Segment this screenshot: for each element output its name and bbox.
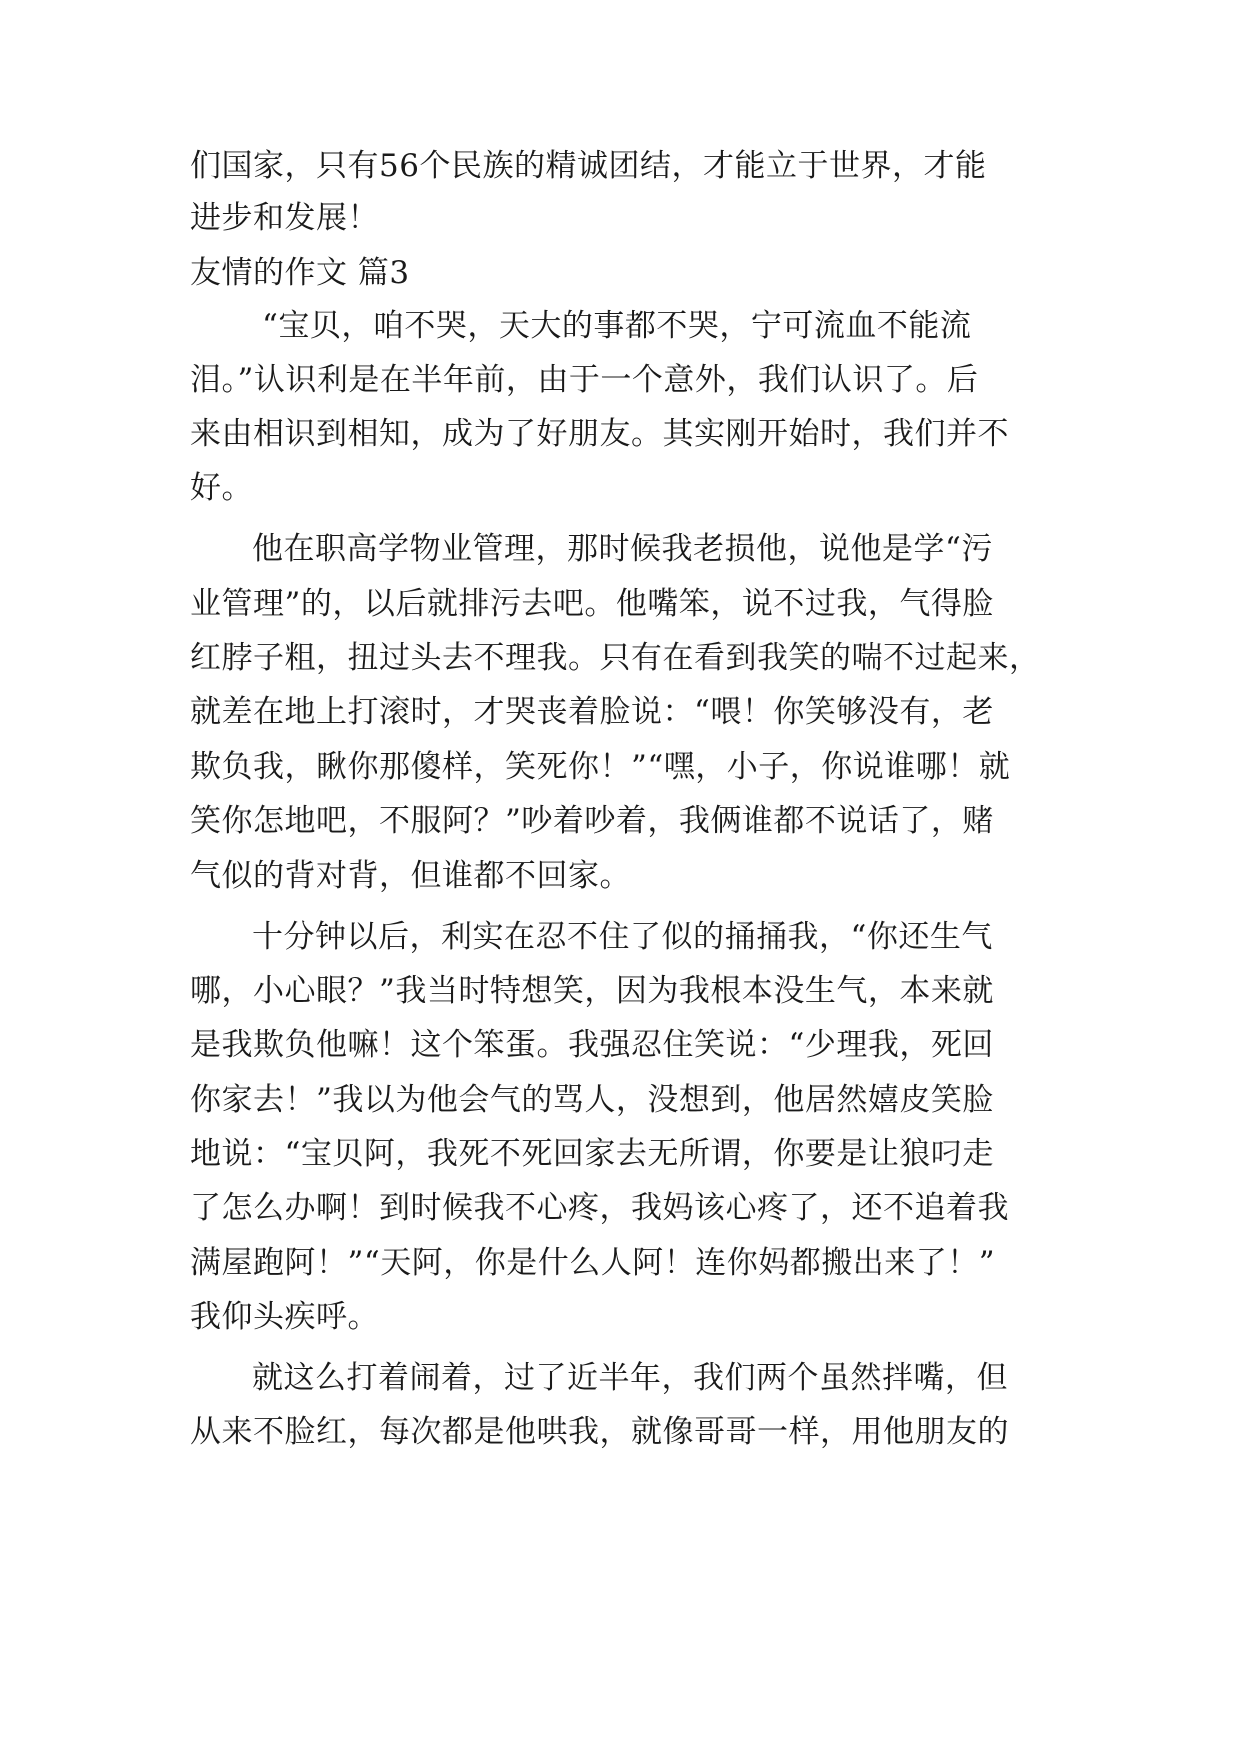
text-line: 欺负我，瞅你那傻样，笑死你！”“嘿，小子，你说谁哪！就 — [190, 749, 1011, 785]
text-line: 就这么打着闹着，过了近半年，我们两个虽然拌嘴，但 — [252, 1360, 1008, 1396]
text-line: 我仰头疾呼。 — [190, 1299, 379, 1335]
text-line: 泪。”认识利是在半年前，由于一个意外，我们认识了。后 — [190, 362, 979, 398]
text-line: 是我欺负他嘛！这个笨蛋。我强忍住笑说：“少理我，死回 — [190, 1027, 994, 1063]
text-line: 十分钟以后，利实在忍不住了似的捅捅我，“你还生气 — [252, 919, 993, 955]
text-line: 了怎么办啊！到时候我不心疼，我妈该心疼了，还不追着我 — [190, 1190, 1009, 1226]
text-line: 就差在地上打滚时，才哭丧着脸说：“喂！你笑够没有，老 — [190, 694, 994, 730]
text-line: 满屋跑阿！”“天阿，你是什么人阿！连你妈都搬出来了！” — [190, 1245, 996, 1281]
text-line: 们国家，只有56个民族的精诚团结，才能立于世界，才能 — [190, 148, 987, 184]
text-line: 你家去！”我以为他会气的骂人，没想到，他居然嬉皮笑脸 — [190, 1082, 994, 1118]
text-line: 从来不脸红，每次都是他哄我，就像哥哥一样，用他朋友的 — [190, 1414, 1009, 1450]
text-line: 哪，小心眼？”我当时特想笑，因为我根本没生气，本来就 — [190, 973, 994, 1009]
text-line: 他在职高学物业管理，那时候我老损他，说他是学“污 — [252, 531, 993, 567]
text-line: 业管理”的，以后就排污去吧。他嘴笨，说不过我，气得脸 — [190, 586, 994, 622]
text-line: 好。 — [190, 470, 253, 506]
section-heading: 友情的作文 篇3 — [190, 255, 410, 291]
text-line: “宝贝，咱不哭，天大的事都不哭，宁可流血不能流 — [262, 308, 972, 344]
text-line: 红脖子粗，扭过头去不理我。只有在看到我笑的喘不过起来， — [190, 640, 1041, 676]
text-line: 笑你怎地吧，不服阿？”吵着吵着，我俩谁都不说话了，赌 — [190, 803, 994, 839]
text-line: 进步和发展！ — [190, 200, 379, 236]
text-line: 来由相识到相知，成为了好朋友。其实刚开始时，我们并不 — [190, 416, 1009, 452]
text-line: 气似的背对背，但谁都不回家。 — [190, 858, 631, 894]
text-line: 地说：“宝贝阿，我死不死回家去无所谓，你要是让狼叼走 — [190, 1136, 994, 1172]
